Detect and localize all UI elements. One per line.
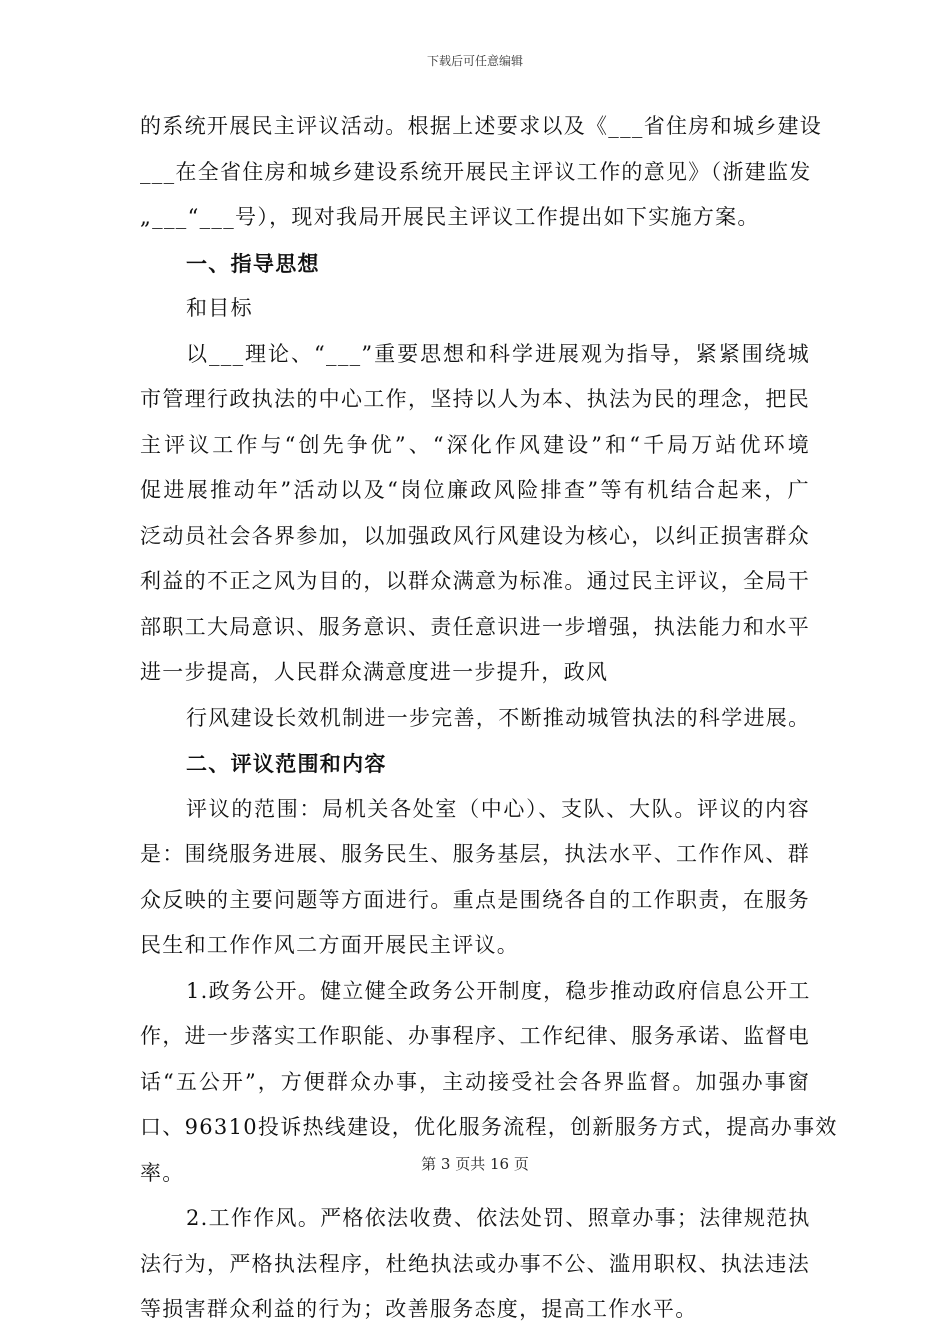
text-line: 口、96310投诉热线建设，优化服务流程，创新服务方式，提高办事效 <box>140 1115 838 1139</box>
text-line: 进一步提高，人民群众满意度进一步提升，政风 <box>140 660 609 684</box>
text-line: 和目标 <box>186 296 253 320</box>
page-header: 下载后可任意编辑 <box>426 54 523 68</box>
page-footer: 第 3 页共 16 页 <box>421 1155 529 1173</box>
text-line: 2.工作作风。严格依法收费、依法处罚、照章办事；法律规范执 <box>186 1206 811 1230</box>
text-line: 民生和工作作风二方面开展民主评议。 <box>140 933 520 957</box>
text-line: 法行为，严格执法程序，杜绝执法或办事不公、滥用职权、执法违法 <box>140 1251 810 1276</box>
text-line: 率。 <box>140 1160 185 1185</box>
text-line: 等损害群众利益的行为；改善服务态度，提高工作水平。 <box>140 1297 698 1321</box>
text-line: 是：围绕服务进展、服务民生、服务基层，执法水平、工作作风、群 <box>140 842 810 866</box>
text-line: 1.政务公开。健立健全政务公开制度，稳步推动政府信息公开工 <box>186 978 811 1003</box>
text-line: 行风建设长效机制进一步完善，不断推动城管执法的科学进展。 <box>186 705 811 730</box>
text-line: 评议的范围：局机关各处室（中心）、支队、大队。评议的内容 <box>186 796 810 821</box>
text-line: 利益的不正之风为目的，以群众满意为标准。通过民主评议，全局干 <box>140 569 810 593</box>
text-line: 众反映的主要问题等方面进行。重点是围绕各自的工作职责，在服务 <box>140 887 810 912</box>
text-line: 部职工大局意识、服务意识、责任意识进一步增强，执法能力和水平 <box>140 614 810 639</box>
text-line: „___“___号），现对我局开展民主评议工作提出如下实施方案。 <box>140 205 760 229</box>
text-line: 以___理论、“___”重要思想和科学进展观为指导，紧紧围绕城 <box>186 341 810 366</box>
text-line: 市管理行政执法的中心工作，坚持以人为本、执法为民的理念，把民 <box>140 387 810 411</box>
section-heading: 二、评议范围和内容 <box>186 751 387 776</box>
text-line: 作，进一步落实工作职能、办事程序、工作纪律、服务承诺、监督电 <box>140 1024 810 1048</box>
section-heading: 一、指导思想 <box>186 250 320 276</box>
text-line: 的系统开展民主评议活动。根据上述要求以及《___省住房和城乡建设 <box>140 114 823 138</box>
text-line: 泛动员社会各界参加，以加强政风行风建设为核心，以纠正损害群众 <box>140 523 810 548</box>
text-line: 促进展推动年”活动以及“岗位廉政风险排查”等有机结合起来，广 <box>140 478 810 502</box>
document-body <box>140 104 838 1333</box>
text-line: 话“五公开”，方便群众办事，主动接受社会各界监督。加强办事窗 <box>140 1069 810 1094</box>
text-line: 主评议工作与“创先争优”、“深化作风建设”和“千局万站优环境 <box>140 432 810 457</box>
text-line: ___在全省住房和城乡建设系统开展民主评议工作的意见》（浙建监发 <box>140 159 812 184</box>
